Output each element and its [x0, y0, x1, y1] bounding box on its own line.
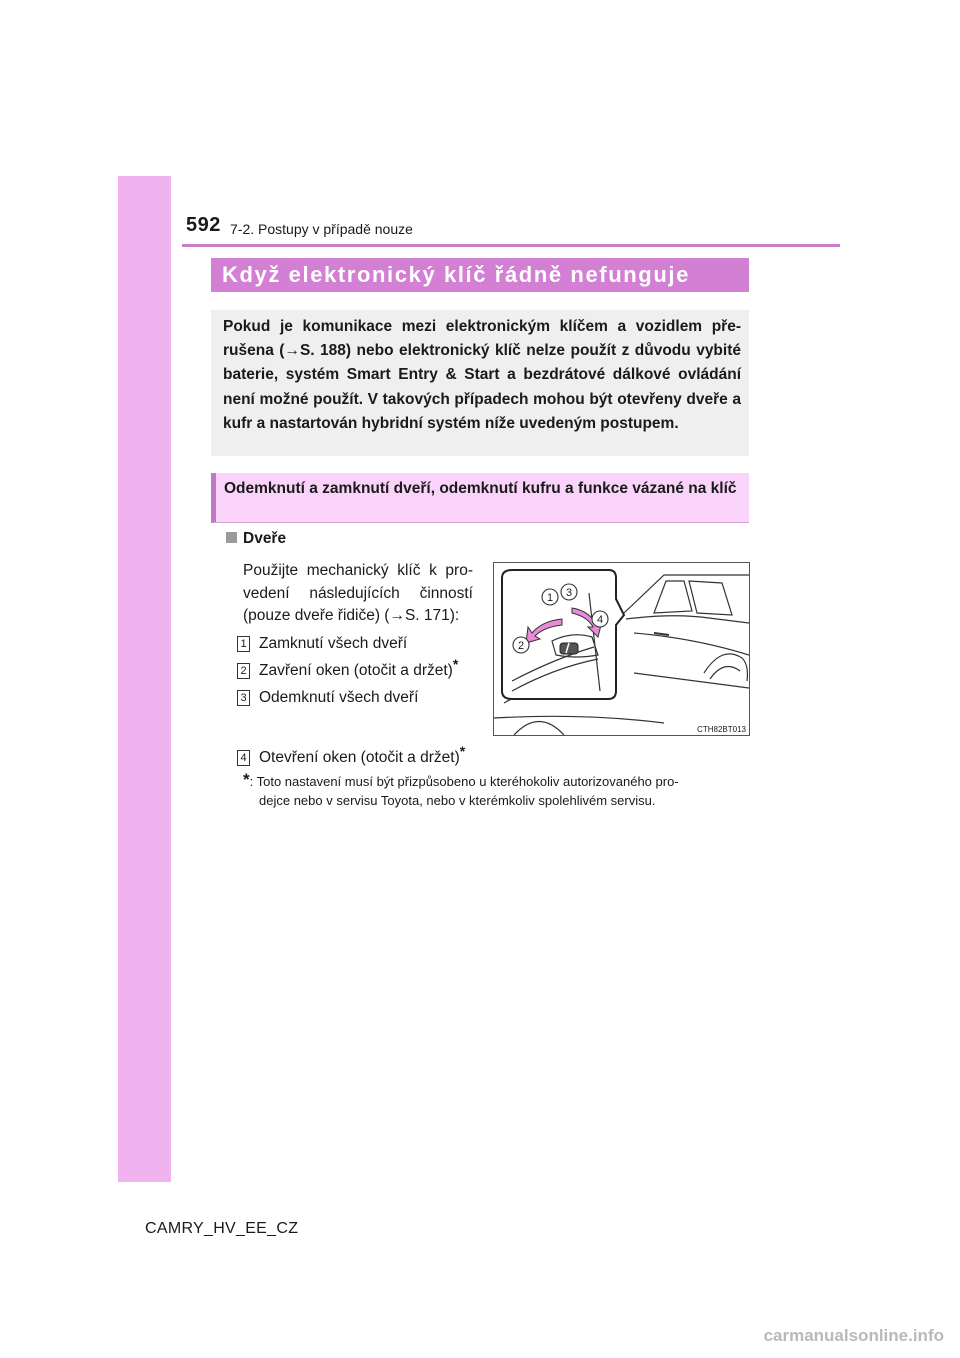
doors-heading	[226, 530, 286, 548]
header-divider	[182, 244, 840, 247]
step-number-box: 4	[237, 750, 250, 766]
car-wheel-arch	[704, 654, 747, 681]
step-label: Zavření oken (otočit a držet)	[259, 662, 453, 680]
callout-2: 2	[517, 640, 525, 652]
car-body-crease	[634, 633, 749, 655]
step-1	[237, 629, 407, 653]
callout-4: 4	[596, 614, 604, 626]
watermark: carmanualsonline.info	[763, 1326, 944, 1345]
step-3	[237, 683, 418, 707]
car-roof-line	[624, 575, 749, 613]
step-label: Zamknutí všech dveří	[259, 635, 408, 653]
callout-3: 3	[565, 587, 573, 599]
footnote	[243, 770, 749, 810]
step-label: Otevření oken (otočit a držet)	[259, 749, 460, 767]
ground-line	[494, 716, 664, 723]
footnote-asterisk: *	[243, 770, 250, 789]
callout-1: 1	[546, 592, 554, 604]
page-number: 592	[186, 214, 221, 236]
asterisk-marker: *	[459, 743, 466, 759]
intro-paragraph: Pokud je komunikace mezi elektronickým klíčem a vozidlem přerušena (→S. 188) nebo elektronický klíč nelze použít z důvodu vybité baterie, systém Smart Entry & Start a bezdrátové dálkové ovládání není možné použít. V takových případech mohou být otevřeny dveře a kufr a nastartován hybridní systém níže uvedeným postupem.	[211, 310, 749, 456]
step-4	[237, 743, 465, 767]
car-beltline	[626, 616, 749, 623]
step-2	[237, 656, 458, 680]
footnote-line-1: : Toto nastavení musí být přizpůsobeno u kteréhokoliv autorizovaného pro-	[249, 774, 679, 789]
car-sill-line	[634, 673, 749, 688]
step-number-box: 3	[237, 690, 250, 706]
square-bullet-icon	[226, 532, 237, 543]
section-reference: 7-2. Postupy v případě nouze	[230, 221, 413, 237]
chapter-sidebar-tab	[118, 176, 171, 1182]
step-label: Odemknutí všech dveří	[259, 689, 419, 707]
step-number-box: 2	[237, 663, 250, 679]
footnote-line-2: dejce nebo v servisu Toyota, nebo v kterémkoliv spolehlivém servisu.	[259, 793, 656, 808]
car-window-front	[654, 581, 692, 613]
subsection-heading: Odemknutí a zamknutí dveří, odemknutí kufru a funkce vázané na klíč	[211, 473, 749, 523]
document-id: CAMRY_HV_EE_CZ	[145, 1220, 299, 1237]
car-door-drawing	[494, 563, 749, 735]
page-title: Když elektronický klíč řádně nefunguje	[211, 258, 749, 292]
car-door-key-illustration	[493, 562, 750, 736]
car-window-rear	[689, 581, 732, 615]
doors-instructions: Použijte mechanický klíč k provedení následujících činností (pouze dveře řidiče) (→S. 171):	[243, 562, 473, 624]
doors-heading-label: Dveře	[243, 530, 287, 547]
car-wheel	[710, 667, 740, 680]
step-number-box: 1	[237, 636, 250, 652]
illustration-code: CTH82BT013	[697, 725, 746, 734]
background-wheel	[514, 722, 564, 736]
asterisk-marker: *	[452, 656, 459, 672]
